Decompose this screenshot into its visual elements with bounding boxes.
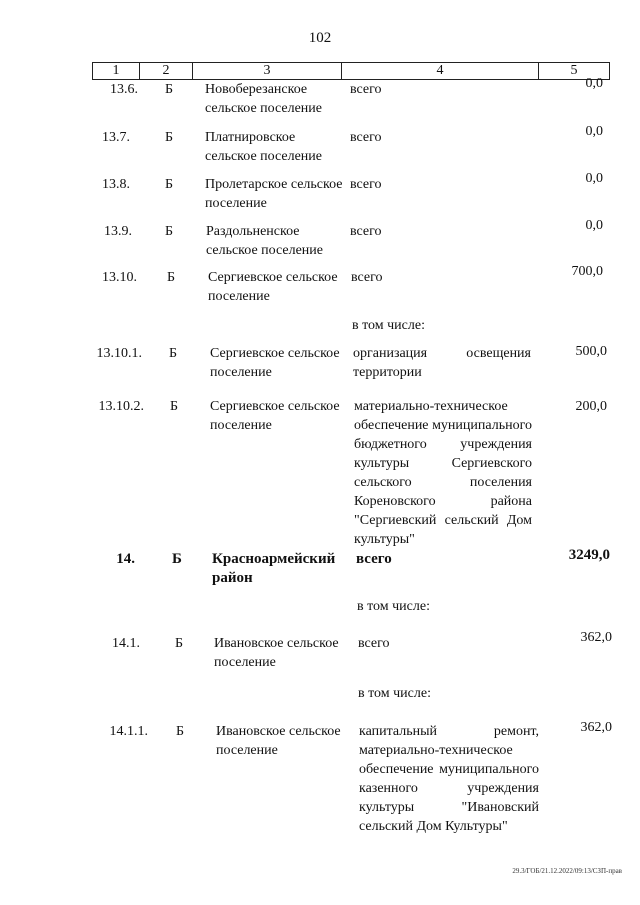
row-category: Б [165, 177, 174, 192]
page-number: 102 [308, 30, 332, 46]
row-description: материально-техническое обеспечение муниципального бюджетного учреждения культуры Сергиевского сельского поселения Кореновского района "Сергиевский сельский Дом культуры" [354, 399, 532, 547]
row-category: Б [176, 724, 185, 739]
row-value: 700,0 [571, 264, 603, 279]
row-category: Б [172, 551, 182, 567]
row-description: капитальный ремонт, материально-техническое обеспечение муниципального казенного учреждения культуры "Ивановский сельский Дом Культуры" [359, 724, 539, 834]
row-description: в том числе: [357, 599, 430, 614]
row-name: Раздольненское сельское поселение [206, 224, 323, 258]
row-description: в том числе: [352, 318, 425, 333]
row-value: 200,0 [575, 399, 607, 414]
row-name: Ивановское сельское поселение [214, 636, 339, 670]
row-description: всего [350, 177, 382, 192]
row-number: 14.1.1. [109, 724, 148, 739]
row-description: в том числе: [358, 686, 431, 701]
row-name: Сергиевское сельское поселение [210, 399, 340, 433]
header-col-3: 3 [193, 63, 342, 79]
row-description: всего [350, 224, 382, 239]
row-category: Б [170, 399, 179, 414]
row-description: всего [350, 82, 382, 97]
row-number: 14.1. [112, 636, 140, 651]
row-name: Сергиевское сельское поселение [210, 346, 340, 380]
row-name: Сергиевское сельское поселение [208, 270, 338, 304]
row-number: 13.8. [102, 177, 130, 192]
row-number: 13.10.1. [96, 346, 142, 361]
row-category: Б [165, 82, 174, 97]
row-value: 362,0 [580, 720, 612, 735]
header-col-1: 1 [93, 63, 140, 79]
row-name: Ивановское сельское поселение [216, 724, 341, 758]
row-category: Б [165, 130, 174, 145]
row-number: 13.10. [102, 270, 137, 285]
header-col-5: 5 [570, 63, 578, 78]
row-category: Б [165, 224, 174, 239]
row-description: всего [351, 270, 383, 285]
row-value: 0,0 [585, 124, 603, 139]
row-value: 0,0 [585, 171, 603, 186]
row-value: 0,0 [585, 218, 603, 233]
row-number: 13.7. [102, 130, 130, 145]
row-value: 3249,0 [568, 547, 610, 563]
document-footer-code: 29.3/ГОБ/21.12.2022/09:13/СЗП-прав [512, 867, 622, 875]
row-description: организация освещения территории [353, 346, 531, 380]
header-col-2: 2 [140, 63, 193, 79]
header-col-4: 4 [342, 63, 539, 79]
row-description: всего [358, 636, 390, 651]
row-category: Б [167, 270, 176, 285]
row-category: Б [169, 346, 178, 361]
row-category: Б [175, 636, 184, 651]
row-number: 14. [116, 551, 135, 567]
row-value: 0,0 [585, 76, 603, 91]
row-number: 13.6. [110, 82, 138, 97]
row-description: всего [350, 130, 382, 145]
row-number: 13.10.2. [98, 399, 144, 414]
row-value: 362,0 [580, 630, 612, 645]
row-number: 13.9. [104, 224, 132, 239]
row-name: Новоберезанское сельское поселение [205, 82, 322, 116]
row-value: 500,0 [575, 344, 607, 359]
row-name: Красноармейский район [212, 551, 336, 586]
row-name: Платнировское сельское поселение [205, 130, 322, 164]
row-name: Пролетарское сельское поселение [205, 177, 343, 211]
row-description: всего [356, 551, 392, 567]
